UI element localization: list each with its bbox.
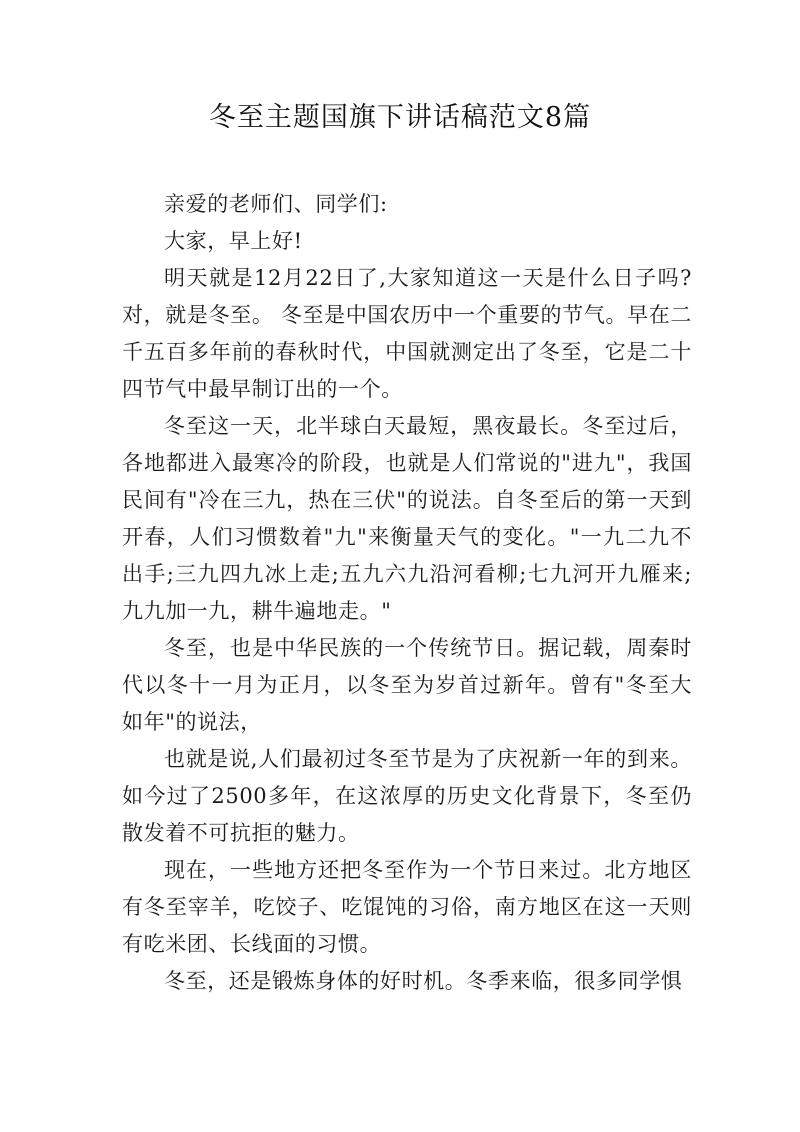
paragraph-exercise: 冬至，还是锻炼身体的好时机。冬季来临，很多同学惧: [164, 969, 683, 993]
paragraph-customs: 现在，一些地方还把冬至作为一个节日来过。北方地区有冬至宰羊，吃饺子、吃馄饨的习俗，南方地区在这一天则有吃米团、长线面的习惯。: [122, 858, 692, 956]
document-title: 冬至主题国旗下讲话稿范文8篇: [208, 102, 592, 133]
paragraph-good-morning: 大家，早上好!: [164, 229, 303, 253]
paragraph-intro: 明天就是12月22日了,大家知道这一天是什么日子吗?对，就是冬至。 冬至是中国农历中一个重要的节气。早在二千五百多年前的春秋时代，中国就测定出了冬至，它是二十四节气中最早制订出的一个。: [122, 266, 692, 401]
document-body: [122, 186, 692, 1000]
paragraph-new-year: 也就是说,人们最初过冬至节是为了庆祝新一年的到来。如今过了2500多年，在这浓厚的历史文化背景下，冬至仍散发着不可抗拒的魅力。: [122, 747, 692, 845]
paragraph-greeting: 亲爱的老师们、同学们:: [164, 192, 388, 216]
paragraph-shortest-day: 冬至这一天，北半球白天最短，黑夜最长。冬至过后，各地都进入最寒冷的阶段，也就是人们常说的"进九"，我国民间有"冷在三九，热在三伏"的说法。自冬至后的第一天到开春，人们习惯数着"九"来衡量天气的变化。"一九二九不出手;三九四九冰上走;五九六九沿河看柳;七九河开九雁来;九九加一九，耕牛遍地走。": [122, 414, 692, 623]
paragraph-traditional-festival: 冬至，也是中华民族的一个传统节日。据记载，周秦时代以冬十一月为正月，以冬至为岁首过新年。曾有"冬至大如年"的说法，: [122, 636, 692, 734]
